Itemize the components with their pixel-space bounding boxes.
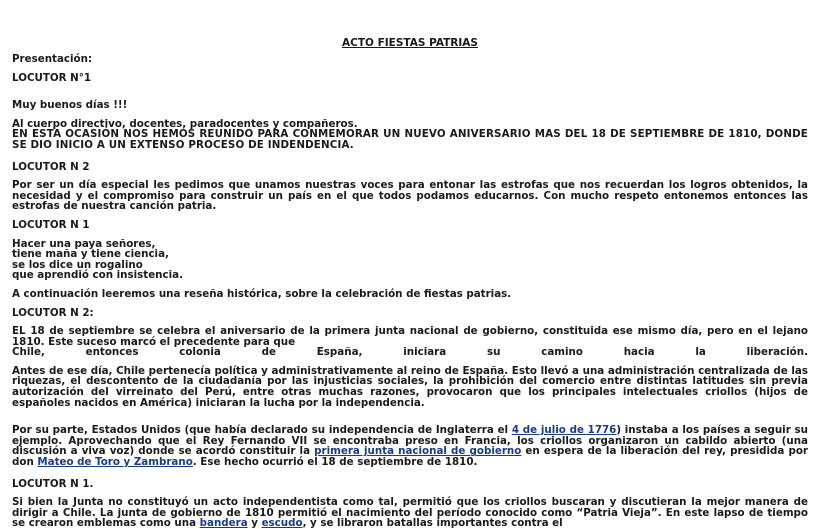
paya-line-2: tiene maña y tiene ciencia, (12, 248, 169, 261)
eeuu-text-1: Por su parte, Estados Unidos (que había declarado su independencia de Inglaterra el (12, 424, 512, 437)
conmemoracion-text: EN ESTA OCASIÓN NOS HEMOS REUNIDO PARA CONMEMORAR UN NUEVO ANIVERSARIO MAS DEL 18 DE SEPTIEMBRE DE 1810, DONDE SE DIO INICIO A UN EXTENSO PROCESO DE INDENDENCIA. (12, 128, 808, 151)
sibien-paragraph (12, 497, 808, 529)
eeuu-text-2: ) instaba a los países a seguir su ejemplo. Aprovechando que el Rey Fernando VII se encontraba preso en Francia, los criollos organizaron un cabildo abierto (una discusión a viva voz) donde se acordó constituir la (12, 424, 808, 458)
saludo-directivos-text: Al cuerpo directivo, docentes, paradocentes y compañeros. (12, 117, 358, 130)
antes-paragraph: Antes de ese día, Chile pertenecía política y administrativamente al reino de España. Esto llevó a una administración centralizada de las riquezas, el descontento de la ciudadanía por las injusticias sociales, la prohibición del comercio entre distintas latitudes sin previa autorización del virreinato del Perú, entre otras muchas razones, provocaron que los principales intelectuales criollos (hijos de españoles nacidos en América) iniciaran la lucha por la independencia. (12, 364, 808, 409)
eeuu-text-4: . Ese hecho ocurrió el 18 de septiembre de 1810. (192, 456, 478, 469)
eeuu-text-3: en espera de la liberación del rey, presidida por don (12, 445, 809, 469)
link-mateo-de-toro[interactable]: Mateo de Toro y Zambrano (37, 456, 193, 469)
presentacion-label: Presentación: (12, 53, 93, 65)
link-escudo[interactable]: escudo (261, 517, 303, 529)
junta-paragraph (12, 326, 808, 347)
resena-intro: A continuación leeremos una reseña histórica, sobre la celebración de fiestas patrias. (12, 287, 512, 300)
document-title: ACTO FIESTAS PATRIAS (342, 37, 478, 49)
locutor-1-heading-2: LOCUTOR N 1 (12, 218, 90, 231)
locutor-1-heading: LOCUTOR N°1 (12, 71, 92, 84)
junta-paragraph-last-line: Chile, entonces colonia de España, iniciara su camino hacia la liberación. (12, 346, 808, 359)
locutor-1-heading-3: LOCUTOR N 1. (12, 477, 94, 490)
paya-line-1: Hacer una paya señores, (12, 237, 156, 250)
paya-line-4: que aprendió con insistencia. (12, 269, 184, 282)
sibien-text-3: , y se libraron batallas importantes contra el (302, 517, 563, 529)
saludo-text: Muy buenos días !!! (12, 99, 128, 112)
sibien-text-1: Si bien la Junta no constituyó un acto independentista como tal, permitió que los criollos buscaran y discutieran la mejor manera de dirigir a Chile. La junta de gobierno de 1810 permitió el nacimiento del período conocido como “Patria Vieja”. En este lapso de tiempo se crearon emblemas como una (12, 496, 808, 529)
eeuu-paragraph (12, 425, 808, 467)
link-bandera[interactable]: bandera (199, 517, 248, 529)
link-4-julio-1776[interactable]: 4 de julio de 1776 (511, 424, 617, 437)
estrofas-paragraph: Por ser un día especial les pedimos que unamos nuestras voces para entonar las estrofas que nos recuerdan los logros obtenidos, la necesidad y el compromiso para construir un país en el que todos podamos educarnos. Con mucho respeto entonemos entonces las estrofas de nuestra canción patria. (12, 179, 808, 213)
locutor-2-heading: LOCUTOR N 2 (12, 160, 90, 173)
link-primera-junta[interactable]: primera junta nacional de gobierno (314, 445, 522, 458)
sibien-text-2: y (247, 517, 262, 529)
junta-text: EL 18 de septiembre se celebra el aniversario de la primera junta nacional de gobierno, constituida ese mismo día, pero en el lejano 1810. Este suceso marcó el precedente para que (12, 325, 808, 348)
paya-line-3: se los dice un rogalino (12, 258, 143, 271)
locutor-2-heading-2: LOCUTOR N 2: (12, 306, 94, 319)
